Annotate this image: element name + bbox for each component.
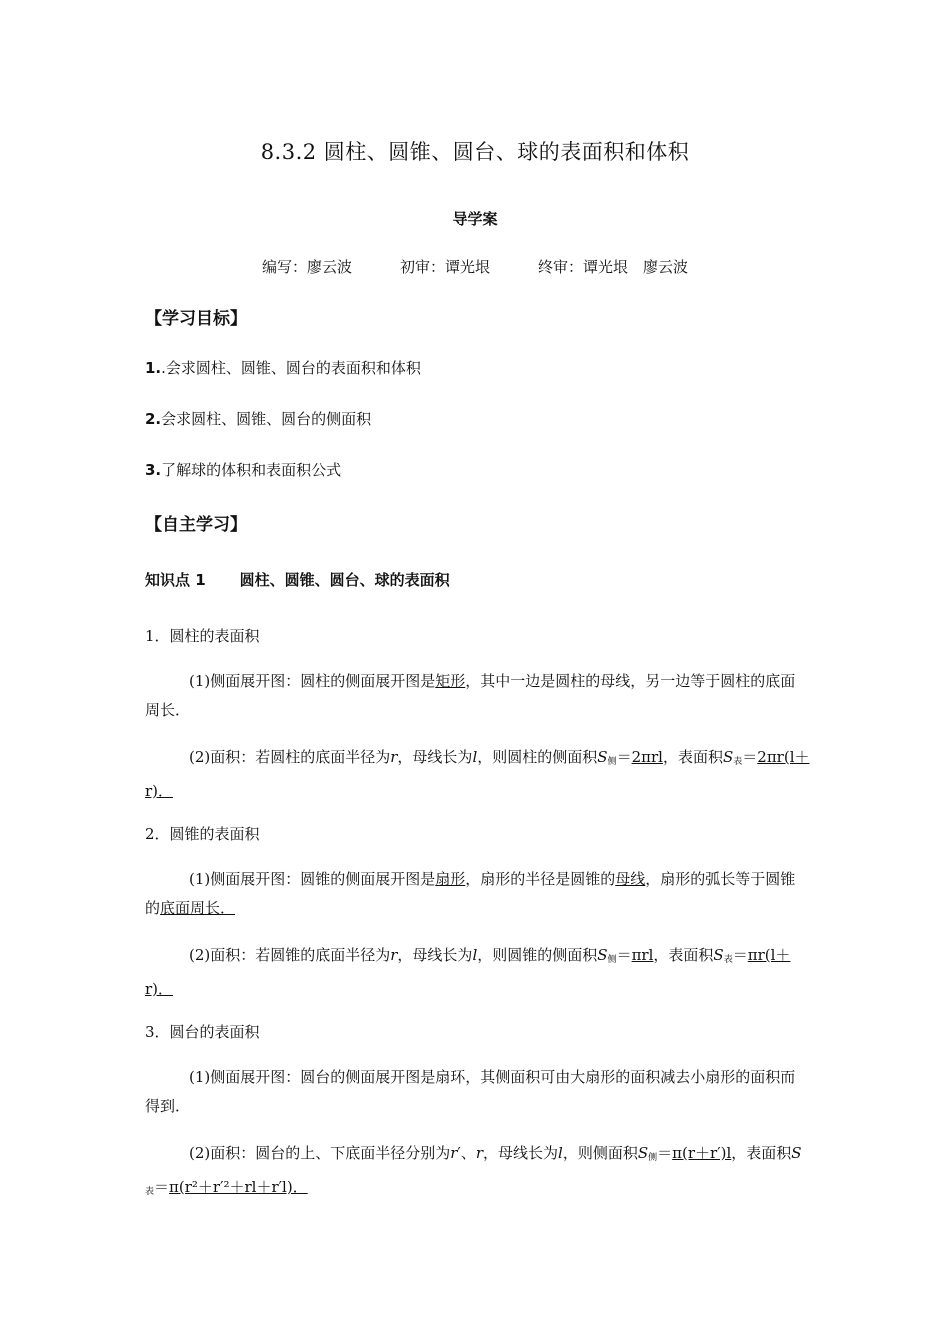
frustum-side-formula: π(r＋r′)l [672, 1144, 732, 1162]
frustum-surface-formula: π(r²＋r′²＋rl＋r′l)． [169, 1178, 308, 1196]
objective-number: 3. [145, 461, 162, 479]
cylinder-unfold-paragraph: (1)侧面展开图：圆柱的侧面展开图是矩形，其中一边是圆柱的母线，另一边等于圆柱的底面周长． [145, 672, 796, 719]
objective-number: 2. [145, 410, 162, 428]
author-final: 终审：谭光垠 廖云波 [538, 258, 689, 276]
cylinder-surface-formula: 2πr(l＋r)． [145, 748, 810, 800]
cone-side-formula: πrl [631, 946, 654, 964]
author-reviewer: 初审：谭光垠 [399, 258, 490, 276]
knowledge-title: 圆柱、圆锥、圆台、球的表面积 [239, 571, 450, 589]
cone-area-paragraph: (2)面积：若圆锥的底面半径为r，母线长为l，则圆锥的侧面积$S_侧=\pi rl$，表面积$S_表=\pi r(l+r)$． [145, 946, 791, 998]
cone-unfold-paragraph: (1)侧面展开图：圆锥的侧面展开图是扇形，扇形的半径是圆锥的母线，扇形的弧长等于圆锥的底面周长． [145, 870, 796, 917]
page-title: 8.3.2 圆柱、圆锥、圆台、球的表面积和体积 [260, 140, 690, 164]
self-study-heading: 【自主学习】 [145, 515, 247, 535]
cone-surface-formula: πr(l＋r)． [145, 946, 791, 998]
cylinder-unfold-answer: 矩形 [435, 672, 466, 690]
frustum-heading: 3．圆台的表面积 [145, 1023, 260, 1041]
authors-line [0, 256, 950, 277]
objective-item [145, 459, 341, 480]
cylinder-area-paragraph: (2)面积：若圆柱的底面半径为r，母线长为l，则圆柱的侧面积$S_侧=2\pi rl$，表面积$S_表=2\pi r(l+r)$． [145, 748, 810, 800]
objective-text: .会求圆柱、圆锥、圆台的表面积和体积 [161, 359, 421, 377]
objective-text: 会求圆柱、圆锥、圆台的侧面积 [161, 410, 372, 428]
knowledge-point-heading [145, 569, 450, 590]
cylinder-side-formula: 2πrl [631, 748, 663, 766]
frustum-area-paragraph: (2)面积：圆台的上、下底面半径分别为r′、r，母线长为l，则侧面积$S_侧=\pi(r+r')l$，表面积$S_表=\pi(r^2+r'^2+rl+r'l)$． [145, 1144, 802, 1197]
author-writer: 编写：廖云波 [261, 258, 352, 276]
cone-arc-answer: 底面周长． [160, 899, 236, 917]
cone-unfold-answer: 扇形 [435, 870, 466, 888]
cone-heading: 2．圆锥的表面积 [145, 825, 260, 843]
objectives-heading: 【学习目标】 [145, 309, 247, 329]
objective-item [145, 408, 371, 429]
cone-radius-answer: 母线 [615, 870, 646, 888]
frustum-unfold-paragraph: (1)侧面展开图：圆台的侧面展开图是扇环，其侧面积可由大扇形的面积减去小扇形的面积而得到． [145, 1068, 796, 1115]
objective-item [145, 357, 421, 378]
objective-text: 了解球的体积和表面积公式 [161, 461, 342, 479]
cylinder-heading: 1．圆柱的表面积 [145, 627, 260, 645]
objective-number: 1. [145, 359, 162, 377]
page-subtitle: 导学案 [452, 210, 498, 228]
knowledge-label: 知识点 1 [145, 571, 206, 589]
